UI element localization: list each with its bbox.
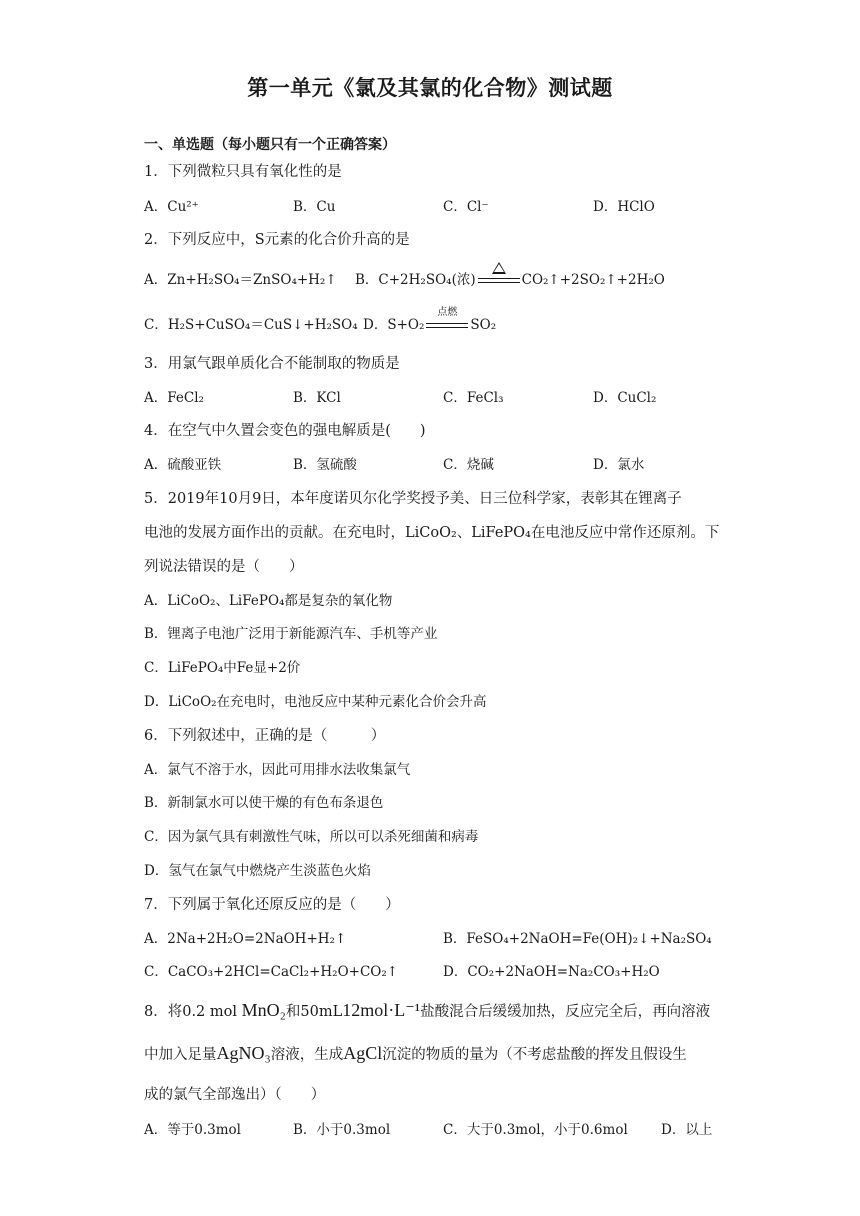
q8-line2-middle: 溶液，生成 (270, 1047, 344, 1063)
heat-condition (478, 274, 520, 288)
q3-option-c: C．FeCl₃ (443, 390, 504, 406)
q6-option-c: C．因为氯气具有刺激性气味，所以可以杀死细菌和病毒 (144, 829, 479, 845)
q4-option-c: C．烧碱 (443, 457, 494, 473)
q6-option-b: B．新制氯水可以使干燥的有色布条退色 (144, 795, 384, 811)
q8-line2-prefix: 中加入足量 (144, 1047, 217, 1063)
question-5-stem-line-1: 5．2019年10月9日，本年度诺贝尔化学奖授予美、日三位科学家，表彰其在锂离子 (144, 491, 682, 507)
q2-option-b (355, 270, 665, 290)
question-1-stem: 1．下列微粒只具有氧化性的是 (144, 164, 342, 180)
question-2-stem: 2．下列反应中，S元素的化合价升高的是 (144, 232, 410, 248)
q2-option-a: A．Zn+H₂SO₄＝ZnSO₄+H₂↑ (144, 272, 337, 288)
question-8-stem-line-2 (144, 1043, 687, 1065)
question-6-stem: 6．下列叙述中，正确的是（ ） (144, 728, 386, 744)
q3-option-d: D．CuCl₂ (593, 390, 657, 406)
q4-option-a: A．硫酸亚铁 (144, 457, 222, 473)
q8-line2-suffix: 沉淀的物质的量为（不考虑盐酸的挥发且假设生 (382, 1047, 687, 1063)
q1-option-a: A．Cu²⁺ (144, 199, 199, 215)
q2-option-d (363, 306, 497, 335)
q3-option-b: B．KCl (293, 390, 341, 406)
q2-option-c: C．H₂S+CuSO₄＝CuS↓+H₂SO₄ (144, 317, 358, 333)
question-5-stem-line-2: 电池的发展方面作出的贡献。在充电时，LiCoO₂、LiFePO₄在电池反应中常作还原剂。下 (144, 525, 720, 541)
ignite-label: 点燃 (437, 306, 458, 318)
heat-triangle-icon (492, 262, 506, 274)
q6-option-a: A．氯气不溶于水，因此可用排水法收集氯气 (144, 762, 411, 778)
q8-option-c: C．大于0.3mol，小于0.6mol (443, 1122, 628, 1138)
question-8-stem-line-3: 成的氯气全部逸出）（ ） (144, 1087, 326, 1103)
q8-line1-suffix: 盐酸混合后缓缓加热，反应完全后，再向溶液 (420, 1004, 711, 1020)
q7-option-d: D．CO₂+2NaOH=Na₂CO₃+H₂O (443, 964, 660, 980)
q8-option-a: A．等于0.3mol (144, 1122, 241, 1138)
q2-option-d-reactants: D．S+O₂ (363, 317, 425, 333)
q7-option-b: B．FeSO₄+2NaOH=Fe(OH)₂↓+Na₂SO₄ (443, 931, 712, 947)
section-heading: 一、单选题（每小题只有一个正确答案） (144, 137, 396, 153)
q5-option-c: C．LiFePO₄中Fe显+2价 (144, 660, 301, 676)
question-5-stem-line-3: 列说法错误的是（ ） (144, 559, 304, 575)
q2-option-b-reactants: B．C+2H₂SO₄(浓) (355, 272, 476, 288)
q4-option-d: D．氯水 (593, 457, 645, 473)
q1-option-c: C．Cl⁻ (443, 199, 489, 215)
q3-option-a: A．FeCl₂ (144, 390, 204, 406)
q5-option-b: B．锂离子电池广泛用于新能源汽车、手机等产业 (144, 626, 438, 642)
q5-option-d: D．LiCoO₂在充电时，电池反应中某种元素化合价会升高 (144, 694, 487, 710)
q2-option-d-products: SO₂ (470, 317, 497, 333)
q8-formula-concentration: 12mol·L⁻¹ (342, 1000, 421, 1020)
q4-option-b: B．氢硫酸 (293, 457, 357, 473)
page-title: 第一单元《氯及其氯的化合物》测试题 (247, 76, 613, 100)
q8-formula-mno2: MnO₂ (241, 1000, 286, 1020)
q8-formula-agcl: AgCl (343, 1043, 383, 1063)
q1-option-d: D．HClO (593, 199, 655, 215)
question-3-stem: 3．用氯气跟单质化合不能制取的物质是 (144, 356, 400, 372)
question-7-stem: 7．下列属于氧化还原反应的是（ ） (144, 897, 400, 913)
q8-formula-agno3: AgNO₃ (216, 1043, 271, 1063)
q8-line1-middle: 和50mL (285, 1004, 343, 1020)
question-4-stem: 4．在空气中久置会变色的强电解质是( ) (144, 423, 426, 439)
q8-line1-prefix: 8．将0.2 mol (144, 1004, 238, 1020)
q8-option-d: D．以上 (661, 1122, 713, 1138)
q2-option-b-products: CO₂↑+2SO₂↑+2H₂O (521, 272, 665, 288)
q1-option-b: B．Cu (293, 199, 336, 215)
question-8-stem-line-1 (144, 1000, 710, 1022)
q7-option-a: A．2Na+2H₂O=2NaOH+H₂↑ (144, 931, 347, 947)
ignite-condition (426, 306, 468, 333)
q6-option-d: D．氢气在氯气中燃烧产生淡蓝色火焰 (144, 863, 371, 879)
q5-option-a: A．LiCoO₂、LiFePO₄都是复杂的氧化物 (144, 593, 393, 609)
q8-option-b: B．小于0.3mol (293, 1122, 391, 1138)
q7-option-c: C．CaCO₃+2HCl=CaCl₂+H₂O+CO₂↑ (144, 964, 399, 980)
